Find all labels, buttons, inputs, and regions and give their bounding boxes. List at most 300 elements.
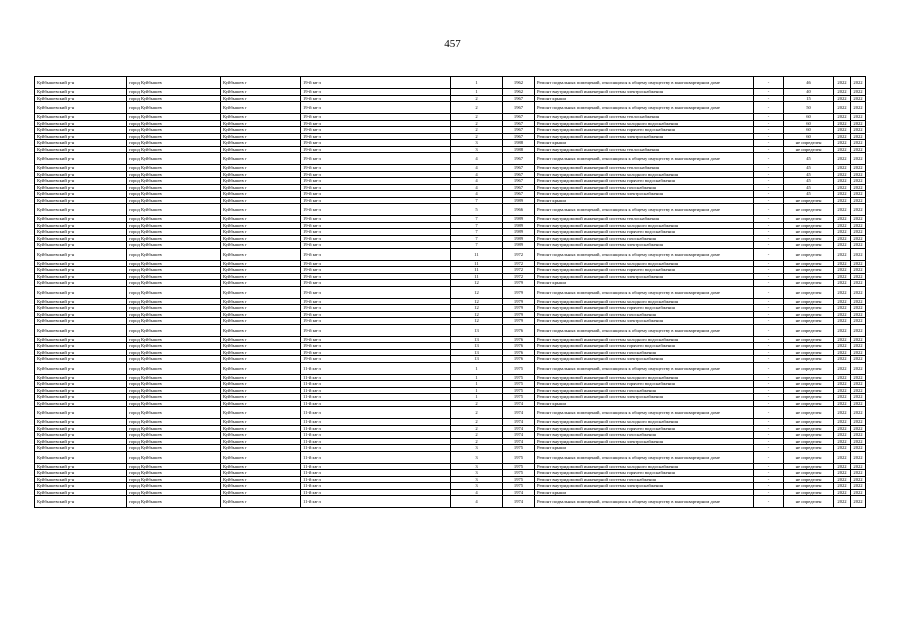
locality-cell: Куйбышев г: [221, 298, 301, 305]
year-end-cell: 2022: [851, 216, 866, 223]
year-end-cell: 2022: [851, 140, 866, 147]
build-year-cell: 1975: [503, 470, 535, 477]
year-start-cell: 2022: [834, 438, 851, 445]
year-start-cell: 2022: [834, 248, 851, 260]
work-type-cell: Ремонт крыши: [535, 445, 754, 452]
year-start-cell: 2022: [834, 140, 851, 147]
work-type-cell: Ремонт внутридомовой инженерной системы горячего водоснабжения: [535, 425, 754, 432]
locality-cell: Куйбышев г: [221, 89, 301, 96]
year-end-cell: 2022: [851, 432, 866, 439]
street-cell: 11-й кв-л: [301, 445, 451, 452]
locality-cell: Куйбышев г: [221, 311, 301, 318]
work-type-cell: Ремонт подвальных помещений, относящихся к общему имуществу в многоквартирном доме: [535, 102, 754, 114]
cost-cell: не определен: [784, 197, 834, 204]
work-type-cell: Ремонт внутридомовой инженерной системы горячего водоснабжения: [535, 229, 754, 236]
build-year-cell: 1979: [503, 298, 535, 305]
street-cell: 19-й кв-л: [301, 165, 451, 172]
street-cell: 11-й кв-л: [301, 483, 451, 490]
build-year-cell: 1988: [503, 146, 535, 153]
cost-cell: не определен: [784, 387, 834, 394]
year-end-cell: 2022: [851, 324, 866, 336]
house-number-cell: 12: [451, 318, 503, 325]
year-start-cell: 2022: [834, 394, 851, 401]
cost-cell: не определен: [784, 483, 834, 490]
house-number-cell: 1: [451, 394, 503, 401]
cost-cell: не определен: [784, 343, 834, 350]
build-year-cell: 1962: [503, 89, 535, 96]
work-type-cell: Ремонт внутридомовой инженерной системы горячего водоснабжения: [535, 305, 754, 312]
city-cell: город Куйбышев: [127, 229, 221, 236]
year-start-cell: 2022: [834, 280, 851, 287]
house-number-cell: 3: [451, 140, 503, 147]
street-cell: 19-й кв-л: [301, 133, 451, 140]
cost-cell: не определен: [784, 305, 834, 312]
street-cell: 19-й кв-л: [301, 235, 451, 242]
build-year-cell: 1975: [503, 476, 535, 483]
locality-cell: Куйбышев г: [221, 127, 301, 134]
cost-cell: не определен: [784, 445, 834, 452]
city-cell: город Куйбышев: [127, 349, 221, 356]
locality-cell: Куйбышев г: [221, 394, 301, 401]
dash-cell: -: [754, 311, 784, 318]
house-number-cell: 4: [451, 496, 503, 508]
year-end-cell: 2022: [851, 311, 866, 318]
dash-cell: -: [754, 260, 784, 267]
city-cell: город Куйбышев: [127, 140, 221, 147]
year-end-cell: 2022: [851, 343, 866, 350]
work-type-cell: Ремонт внутридомовой инженерной системы горячего водоснабжения: [535, 178, 754, 185]
locality-cell: Куйбышев г: [221, 95, 301, 102]
year-end-cell: 2022: [851, 229, 866, 236]
street-cell: 11-й кв-л: [301, 407, 451, 419]
build-year-cell: 1972: [503, 260, 535, 267]
house-number-cell: 1: [451, 89, 503, 96]
build-year-cell: 1975: [503, 387, 535, 394]
street-cell: 19-й кв-л: [301, 171, 451, 178]
page-number: 457: [444, 38, 461, 50]
dash-cell: -: [754, 165, 784, 172]
city-cell: город Куйбышев: [127, 425, 221, 432]
work-type-cell: Ремонт подвальных помещений, относящихся к общему имуществу в многоквартирном доме: [535, 248, 754, 260]
city-cell: город Куйбышев: [127, 451, 221, 463]
cost-cell: не определен: [784, 216, 834, 223]
table-row: [35, 204, 866, 216]
year-end-cell: 2022: [851, 336, 866, 343]
city-cell: город Куйбышев: [127, 222, 221, 229]
cost-cell: не определен: [784, 419, 834, 426]
build-year-cell: 1967: [503, 133, 535, 140]
year-start-cell: 2022: [834, 374, 851, 381]
year-end-cell: 2022: [851, 146, 866, 153]
work-type-cell: Ремонт внутридомовой инженерной системы горячего водоснабжения: [535, 381, 754, 388]
year-end-cell: 2022: [851, 400, 866, 407]
dash-cell: -: [754, 280, 784, 287]
locality-cell: Куйбышев г: [221, 114, 301, 121]
street-cell: 11-й кв-л: [301, 496, 451, 508]
year-start-cell: 2022: [834, 419, 851, 426]
dash-cell: -: [754, 324, 784, 336]
city-cell: город Куйбышев: [127, 286, 221, 298]
build-year-cell: 1975: [503, 445, 535, 452]
year-start-cell: 2022: [834, 318, 851, 325]
work-type-cell: Ремонт внутридомовой инженерной системы электроснабжения: [535, 394, 754, 401]
year-start-cell: 2022: [834, 235, 851, 242]
year-start-cell: 2022: [834, 445, 851, 452]
street-cell: 19-й кв-л: [301, 343, 451, 350]
cost-cell: не определен: [784, 286, 834, 298]
dash-cell: -: [754, 476, 784, 483]
build-year-cell: 1979: [503, 286, 535, 298]
district-cell: Куйбышевский р-н: [35, 374, 127, 381]
dash-cell: -: [754, 483, 784, 490]
house-number-cell: 3: [451, 463, 503, 470]
city-cell: город Куйбышев: [127, 248, 221, 260]
year-start-cell: 2022: [834, 463, 851, 470]
dash-cell: -: [754, 349, 784, 356]
year-end-cell: 2022: [851, 89, 866, 96]
year-end-cell: 2022: [851, 394, 866, 401]
dash-cell: -: [754, 445, 784, 452]
district-cell: Куйбышевский р-н: [35, 349, 127, 356]
street-cell: 19-й кв-л: [301, 184, 451, 191]
work-type-cell: Ремонт внутридомовой инженерной системы электроснабжения: [535, 318, 754, 325]
locality-cell: Куйбышев г: [221, 178, 301, 185]
city-cell: город Куйбышев: [127, 407, 221, 419]
cost-cell: не определен: [784, 349, 834, 356]
year-end-cell: 2022: [851, 483, 866, 490]
year-start-cell: 2022: [834, 305, 851, 312]
year-end-cell: 2022: [851, 362, 866, 374]
work-type-cell: Ремонт внутридомовой инженерной системы горячего водоснабжения: [535, 343, 754, 350]
district-cell: Куйбышевский р-н: [35, 298, 127, 305]
year-end-cell: 2022: [851, 438, 866, 445]
house-number-cell: 1: [451, 381, 503, 388]
table-row: [35, 248, 866, 260]
build-year-cell: 1989: [503, 216, 535, 223]
district-cell: Куйбышевский р-н: [35, 77, 127, 89]
year-end-cell: 2022: [851, 95, 866, 102]
dash-cell: -: [754, 305, 784, 312]
year-end-cell: 2022: [851, 407, 866, 419]
house-number-cell: 12: [451, 298, 503, 305]
locality-cell: Куйбышев г: [221, 305, 301, 312]
dash-cell: -: [754, 248, 784, 260]
house-number-cell: 1: [451, 77, 503, 89]
year-start-cell: 2022: [834, 178, 851, 185]
work-type-cell: Ремонт подвальных помещений, относящихся к общему имуществу в многоквартирном доме: [535, 286, 754, 298]
year-start-cell: 2022: [834, 102, 851, 114]
cost-cell: не определен: [784, 298, 834, 305]
city-cell: город Куйбышев: [127, 127, 221, 134]
house-number-cell: 12: [451, 280, 503, 287]
work-type-cell: Ремонт подвальных помещений, относящихся к общему имуществу в многоквартирном доме: [535, 204, 754, 216]
year-start-cell: 2022: [834, 362, 851, 374]
cost-cell: не определен: [784, 463, 834, 470]
build-year-cell: 1979: [503, 305, 535, 312]
dash-cell: -: [754, 356, 784, 363]
district-cell: Куйбышевский р-н: [35, 114, 127, 121]
build-year-cell: 1967: [503, 127, 535, 134]
district-cell: Куйбышевский р-н: [35, 102, 127, 114]
year-end-cell: 2022: [851, 178, 866, 185]
street-cell: 11-й кв-л: [301, 362, 451, 374]
district-cell: Куйбышевский р-н: [35, 343, 127, 350]
build-year-cell: 1974: [503, 432, 535, 439]
district-cell: Куйбышевский р-н: [35, 463, 127, 470]
year-start-cell: 2022: [834, 95, 851, 102]
locality-cell: Куйбышев г: [221, 432, 301, 439]
locality-cell: Куйбышев г: [221, 407, 301, 419]
locality-cell: Куйбышев г: [221, 171, 301, 178]
cost-cell: не определен: [784, 394, 834, 401]
cost-cell: 40: [784, 89, 834, 96]
cost-cell: не определен: [784, 242, 834, 249]
build-year-cell: 1989: [503, 222, 535, 229]
dash-cell: -: [754, 235, 784, 242]
district-cell: Куйбышевский р-н: [35, 89, 127, 96]
street-cell: 19-й кв-л: [301, 114, 451, 121]
locality-cell: Куйбышев г: [221, 387, 301, 394]
dash-cell: -: [754, 229, 784, 236]
work-type-cell: Ремонт подвальных помещений, относящихся к общему имуществу в многоквартирном доме: [535, 324, 754, 336]
locality-cell: Куйбышев г: [221, 381, 301, 388]
city-cell: город Куйбышев: [127, 343, 221, 350]
locality-cell: Куйбышев г: [221, 425, 301, 432]
year-start-cell: 2022: [834, 216, 851, 223]
city-cell: город Куйбышев: [127, 374, 221, 381]
house-number-cell: 3: [451, 483, 503, 490]
city-cell: город Куйбышев: [127, 77, 221, 89]
district-cell: Куйбышевский р-н: [35, 204, 127, 216]
work-type-cell: Ремонт внутридомовой инженерной системы электроснабжения: [535, 133, 754, 140]
city-cell: город Куйбышев: [127, 394, 221, 401]
cost-cell: не определен: [784, 324, 834, 336]
year-start-cell: 2022: [834, 336, 851, 343]
cost-cell: не определен: [784, 362, 834, 374]
locality-cell: Куйбышев г: [221, 204, 301, 216]
dash-cell: -: [754, 387, 784, 394]
work-type-cell: Ремонт крыши: [535, 140, 754, 147]
year-start-cell: 2022: [834, 171, 851, 178]
build-year-cell: 1989: [503, 242, 535, 249]
city-cell: город Куйбышев: [127, 102, 221, 114]
city-cell: город Куйбышев: [127, 120, 221, 127]
year-end-cell: 2022: [851, 273, 866, 280]
year-start-cell: 2022: [834, 114, 851, 121]
cost-cell: не определен: [784, 496, 834, 508]
work-type-cell: Ремонт внутридомовой инженерной системы электроснабжения: [535, 191, 754, 198]
locality-cell: Куйбышев г: [221, 336, 301, 343]
locality-cell: Куйбышев г: [221, 222, 301, 229]
city-cell: город Куйбышев: [127, 114, 221, 121]
house-number-cell: 2: [451, 425, 503, 432]
dash-cell: -: [754, 374, 784, 381]
table-row: [35, 451, 866, 463]
locality-cell: Куйбышев г: [221, 470, 301, 477]
year-start-cell: 2022: [834, 133, 851, 140]
build-year-cell: 1975: [503, 483, 535, 490]
year-start-cell: 2022: [834, 470, 851, 477]
city-cell: город Куйбышев: [127, 267, 221, 274]
cost-cell: не определен: [784, 438, 834, 445]
city-cell: город Куйбышев: [127, 381, 221, 388]
street-cell: 19-й кв-л: [301, 318, 451, 325]
district-cell: Куйбышевский р-н: [35, 222, 127, 229]
house-number-cell: 7: [451, 242, 503, 249]
cost-cell: не определен: [784, 400, 834, 407]
district-cell: Куйбышевский р-н: [35, 336, 127, 343]
dash-cell: -: [754, 381, 784, 388]
house-number-cell: 4: [451, 184, 503, 191]
year-start-cell: 2022: [834, 451, 851, 463]
house-number-cell: 2: [451, 432, 503, 439]
dash-cell: -: [754, 470, 784, 477]
locality-cell: Куйбышев г: [221, 438, 301, 445]
house-number-cell: 5: [451, 204, 503, 216]
district-cell: Куйбышевский р-н: [35, 445, 127, 452]
locality-cell: Куйбышев г: [221, 400, 301, 407]
year-end-cell: 2022: [851, 222, 866, 229]
house-number-cell: 3: [451, 451, 503, 463]
work-type-cell: Ремонт внутридомовой инженерной системы холодного водоснабжения: [535, 120, 754, 127]
cost-cell: не определен: [784, 222, 834, 229]
locality-cell: Куйбышев г: [221, 349, 301, 356]
year-end-cell: 2022: [851, 476, 866, 483]
dash-cell: -: [754, 336, 784, 343]
street-cell: 19-й кв-л: [301, 324, 451, 336]
year-end-cell: 2022: [851, 381, 866, 388]
dash-cell: -: [754, 127, 784, 134]
locality-cell: Куйбышев г: [221, 140, 301, 147]
table-row: [35, 407, 866, 419]
year-end-cell: 2022: [851, 191, 866, 198]
street-cell: 19-й кв-л: [301, 216, 451, 223]
district-cell: Куйбышевский р-н: [35, 438, 127, 445]
district-cell: Куйбышевский р-н: [35, 171, 127, 178]
cost-cell: не определен: [784, 273, 834, 280]
locality-cell: Куйбышев г: [221, 273, 301, 280]
year-end-cell: 2022: [851, 451, 866, 463]
district-cell: Куйбышевский р-н: [35, 140, 127, 147]
dash-cell: -: [754, 204, 784, 216]
work-type-cell: Ремонт крыши: [535, 280, 754, 287]
cost-cell: не определен: [784, 470, 834, 477]
cost-cell: не определен: [784, 248, 834, 260]
cost-cell: не определен: [784, 267, 834, 274]
year-end-cell: 2022: [851, 419, 866, 426]
build-year-cell: 1967: [503, 153, 535, 165]
city-cell: город Куйбышев: [127, 356, 221, 363]
build-year-cell: 1967: [503, 184, 535, 191]
district-cell: Куйбышевский р-н: [35, 273, 127, 280]
dash-cell: -: [754, 267, 784, 274]
dash-cell: -: [754, 242, 784, 249]
dash-cell: -: [754, 496, 784, 508]
locality-cell: Куйбышев г: [221, 324, 301, 336]
cost-cell: не определен: [784, 311, 834, 318]
year-start-cell: 2022: [834, 496, 851, 508]
house-number-cell: 12: [451, 286, 503, 298]
locality-cell: Куйбышев г: [221, 77, 301, 89]
build-year-cell: 1988: [503, 140, 535, 147]
year-end-cell: 2022: [851, 356, 866, 363]
city-cell: город Куйбышев: [127, 184, 221, 191]
year-end-cell: 2022: [851, 280, 866, 287]
dash-cell: -: [754, 171, 784, 178]
works-table: [34, 76, 866, 508]
street-cell: 19-й кв-л: [301, 267, 451, 274]
city-cell: город Куйбышев: [127, 470, 221, 477]
work-type-cell: Ремонт внутридомовой инженерной системы теплоснабжения: [535, 114, 754, 121]
district-cell: Куйбышевский р-н: [35, 451, 127, 463]
district-cell: Куйбышевский р-н: [35, 305, 127, 312]
year-start-cell: 2022: [834, 191, 851, 198]
house-number-cell: 1: [451, 387, 503, 394]
year-start-cell: 2022: [834, 324, 851, 336]
locality-cell: Куйбышев г: [221, 260, 301, 267]
locality-cell: Куйбышев г: [221, 419, 301, 426]
year-end-cell: 2022: [851, 470, 866, 477]
work-type-cell: Ремонт крыши: [535, 95, 754, 102]
house-number-cell: 11: [451, 267, 503, 274]
year-start-cell: 2022: [834, 298, 851, 305]
street-cell: 11-й кв-л: [301, 432, 451, 439]
year-start-cell: 2022: [834, 153, 851, 165]
street-cell: 11-й кв-л: [301, 374, 451, 381]
work-type-cell: Ремонт внутридомовой инженерной системы холодного водоснабжения: [535, 336, 754, 343]
work-type-cell: Ремонт внутридомовой инженерной системы газоснабжения: [535, 349, 754, 356]
work-type-cell: Ремонт внутридомовой инженерной системы газоснабжения: [535, 387, 754, 394]
street-cell: 19-й кв-л: [301, 77, 451, 89]
cost-cell: не определен: [784, 374, 834, 381]
work-type-cell: Ремонт подвальных помещений, относящихся к общему имуществу в многоквартирном доме: [535, 362, 754, 374]
cost-cell: не определен: [784, 356, 834, 363]
district-cell: Куйбышевский р-н: [35, 133, 127, 140]
dash-cell: -: [754, 286, 784, 298]
district-cell: Куйбышевский р-н: [35, 470, 127, 477]
city-cell: город Куйбышев: [127, 204, 221, 216]
street-cell: 11-й кв-л: [301, 394, 451, 401]
district-cell: Куйбышевский р-н: [35, 280, 127, 287]
cost-cell: 60: [784, 120, 834, 127]
cost-cell: не определен: [784, 235, 834, 242]
locality-cell: Куйбышев г: [221, 153, 301, 165]
year-start-cell: 2022: [834, 425, 851, 432]
street-cell: 19-й кв-л: [301, 120, 451, 127]
locality-cell: Куйбышев г: [221, 102, 301, 114]
build-year-cell: 1967: [503, 95, 535, 102]
build-year-cell: 1967: [503, 165, 535, 172]
city-cell: город Куйбышев: [127, 489, 221, 496]
street-cell: 11-й кв-л: [301, 387, 451, 394]
build-year-cell: 1967: [503, 171, 535, 178]
district-cell: Куйбышевский р-н: [35, 394, 127, 401]
city-cell: город Куйбышев: [127, 260, 221, 267]
locality-cell: Куйбышев г: [221, 229, 301, 236]
locality-cell: Куйбышев г: [221, 184, 301, 191]
dash-cell: -: [754, 178, 784, 185]
cost-cell: не определен: [784, 260, 834, 267]
street-cell: 11-й кв-л: [301, 381, 451, 388]
district-cell: Куйбышевский р-н: [35, 362, 127, 374]
cost-cell: 45: [784, 184, 834, 191]
house-number-cell: 11: [451, 273, 503, 280]
street-cell: 19-й кв-л: [301, 273, 451, 280]
year-end-cell: 2022: [851, 153, 866, 165]
work-type-cell: Ремонт подвальных помещений, относящихся к общему имуществу в многоквартирном доме: [535, 496, 754, 508]
dash-cell: -: [754, 425, 784, 432]
year-start-cell: 2022: [834, 89, 851, 96]
